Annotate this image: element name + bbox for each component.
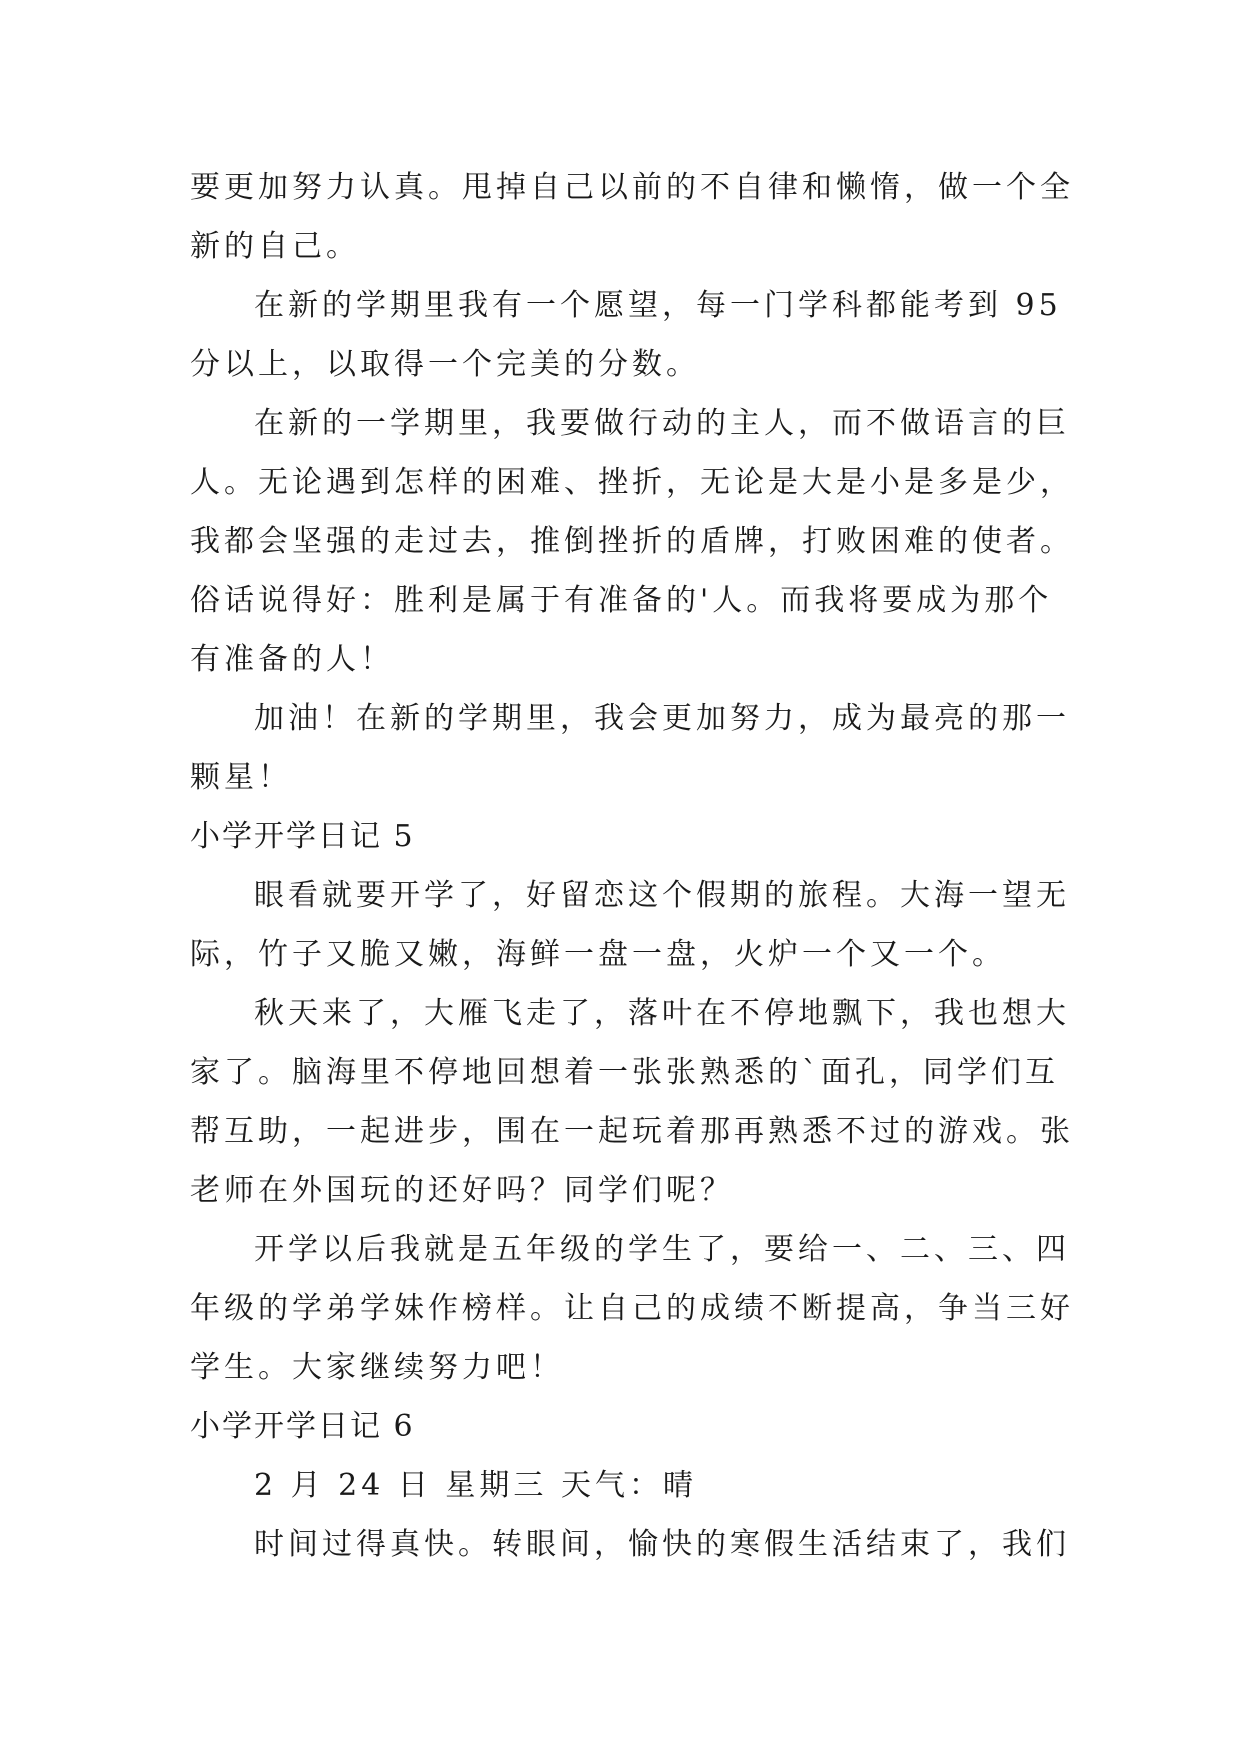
diary-date-line: 2 月 24 日 星期三 天气：晴 xyxy=(254,1468,697,1503)
section-heading: 小学开学日记 6 xyxy=(190,1409,415,1444)
text-line: 俗话说得好：胜利是属于有准备的'人。而我将要成为那个 xyxy=(190,583,1053,618)
text-line: 家了。脑海里不停地回想着一张张熟悉的`面孔，同学们互 xyxy=(190,1055,1059,1090)
text-line: 要更加努力认真。甩掉自己以前的不自律和懒惰，做一个全 xyxy=(190,170,1074,205)
paragraph-first-line: 加油！在新的学期里，我会更加努力，成为最亮的那一 xyxy=(254,701,1070,736)
text-line: 老师在外国玩的还好吗？同学们呢？ xyxy=(190,1173,734,1208)
text-line: 颗星！ xyxy=(190,760,292,795)
paragraph-first-line: 在新的学期里我有一个愿望，每一门学科都能考到 95 xyxy=(254,288,1062,323)
text-line: 年级的学弟学妹作榜样。让自己的成绩不断提高，争当三好 xyxy=(190,1291,1074,1326)
text-line: 我都会坚强的走过去，推倒挫折的盾牌，打败困难的使者。 xyxy=(190,524,1074,559)
section-heading: 小学开学日记 5 xyxy=(190,819,415,854)
paragraph-first-line: 时间过得真快。转眼间，愉快的寒假生活结束了，我们 xyxy=(254,1527,1070,1562)
text-line: 人。无论遇到怎样的困难、挫折，无论是大是小是多是少， xyxy=(190,465,1074,500)
text-line: 帮互助，一起进步，围在一起玩着那再熟悉不过的游戏。张 xyxy=(190,1114,1074,1149)
text-line: 新的自己。 xyxy=(190,229,360,264)
paragraph-first-line: 秋天来了，大雁飞走了，落叶在不停地飘下，我也想大 xyxy=(254,996,1070,1031)
document-body xyxy=(190,158,1074,1574)
text-line: 有准备的人！ xyxy=(190,642,394,677)
text-line: 际，竹子又脆又嫩，海鲜一盘一盘，火炉一个又一个。 xyxy=(190,937,1006,972)
paragraph-first-line: 眼看就要开学了，好留恋这个假期的旅程。大海一望无 xyxy=(254,878,1070,913)
text-line: 学生。大家继续努力吧！ xyxy=(190,1350,564,1385)
text-line: 分以上，以取得一个完美的分数。 xyxy=(190,347,700,382)
paragraph-first-line: 在新的一学期里，我要做行动的主人，而不做语言的巨 xyxy=(254,406,1070,441)
paragraph-first-line: 开学以后我就是五年级的学生了，要给一、二、三、四 xyxy=(254,1232,1070,1267)
